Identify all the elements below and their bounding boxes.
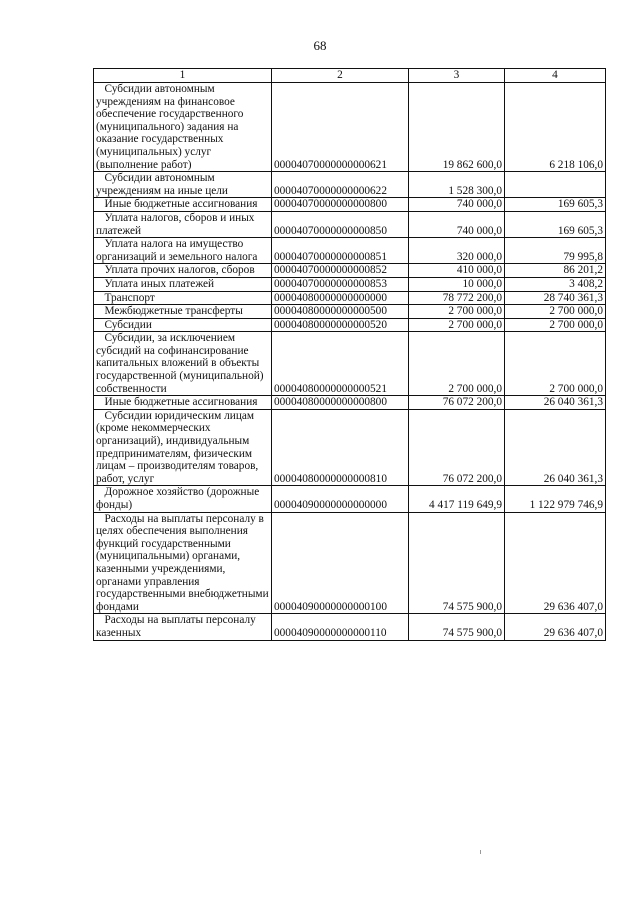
row-name: Транспорт [94, 291, 272, 305]
row-name: Субсидии автономным учреждениям на иные цели [94, 172, 272, 198]
header-row [94, 69, 606, 83]
row-actual-value: 29 636 407,0 [505, 512, 606, 614]
table-row [94, 291, 606, 305]
row-actual-value: 169 605,3 [505, 211, 606, 237]
row-actual-value: 169 605,3 [505, 198, 606, 212]
table-row [94, 264, 606, 278]
row-actual-value: 2 700 000,0 [505, 332, 606, 396]
table-row [94, 318, 606, 332]
row-code: 00004070000000000622 [272, 172, 409, 198]
row-code: 00004070000000000850 [272, 211, 409, 237]
table-row [94, 238, 606, 264]
row-actual-value: 1 122 979 746,9 [505, 486, 606, 512]
row-plan-value: 74 575 900,0 [409, 512, 505, 614]
page-number: 68 [313, 38, 327, 53]
row-actual-value [505, 172, 606, 198]
row-actual-value: 6 218 106,0 [505, 83, 606, 172]
table-row [94, 305, 606, 319]
row-actual-value: 28 740 361,3 [505, 291, 606, 305]
budget-table [93, 68, 606, 641]
row-name: Межбюджетные трансферты [94, 305, 272, 319]
row-actual-value: 2 700 000,0 [505, 305, 606, 319]
row-plan-value: 740 000,0 [409, 211, 505, 237]
row-code: 00004070000000000853 [272, 277, 409, 291]
row-plan-value: 10 000,0 [409, 277, 505, 291]
header-col-3: 3 [409, 69, 505, 83]
row-plan-value: 2 700 000,0 [409, 305, 505, 319]
row-name: Уплата налога на имущество организаций и земельного налога [94, 238, 272, 264]
table-row [94, 614, 606, 640]
header-col-2: 2 [272, 69, 409, 83]
row-name: Дорожное хозяйство (дорожные фонды) [94, 486, 272, 512]
table-row [94, 512, 606, 614]
row-plan-value: 78 772 200,0 [409, 291, 505, 305]
row-name: Уплата налогов, сборов и иных платежей [94, 211, 272, 237]
table-row [94, 198, 606, 212]
row-code: 00004080000000000520 [272, 318, 409, 332]
row-actual-value: 3 408,2 [505, 277, 606, 291]
row-plan-value: 410 000,0 [409, 264, 505, 278]
table-row [94, 211, 606, 237]
row-code: 00004090000000000000 [272, 486, 409, 512]
table-row [94, 172, 606, 198]
row-name: Субсидии [94, 318, 272, 332]
row-code: 00004080000000000000 [272, 291, 409, 305]
row-plan-value: 2 700 000,0 [409, 318, 505, 332]
row-name: Расходы на выплаты персоналу в целях обеспечения выполнения функций государственными (муниципальными) органами, казенными учреждениями, органами управления государственными внебюджетными фондами [94, 512, 272, 614]
row-plan-value: 74 575 900,0 [409, 614, 505, 640]
row-name: Расходы на выплаты персоналу казенных [94, 614, 272, 640]
table-row [94, 332, 606, 396]
row-plan-value: 1 528 300,0 [409, 172, 505, 198]
row-actual-value: 29 636 407,0 [505, 614, 606, 640]
table-row [94, 277, 606, 291]
row-code: 00004070000000000852 [272, 264, 409, 278]
row-code: 00004080000000000800 [272, 396, 409, 410]
header-col-1: 1 [94, 69, 272, 83]
row-code: 00004070000000000851 [272, 238, 409, 264]
row-actual-value: 26 040 361,3 [505, 409, 606, 486]
row-name: Субсидии автономным учреждениям на финансовое обеспечение государственного (муниципального) задания на оказание государственных (муниципальных) услуг (выполнение работ) [94, 83, 272, 172]
row-code: 00004090000000000100 [272, 512, 409, 614]
row-code: 00004090000000000110 [272, 614, 409, 640]
row-name: Субсидии юридическим лицам (кроме некоммерческих организаций), индивидуальным предпринимателям, физическим лицам – производителям товаров, работ, услуг [94, 409, 272, 486]
table-row [94, 409, 606, 486]
row-code: 00004080000000000500 [272, 305, 409, 319]
row-name: Субсидии, за исключением субсидий на софинансирование капитальных вложений в объекты государственной (муниципальной) собственности [94, 332, 272, 396]
table-row [94, 486, 606, 512]
row-name: Уплата иных платежей [94, 277, 272, 291]
table-row [94, 83, 606, 172]
row-name: Иные бюджетные ассигнования [94, 396, 272, 410]
table-row [94, 396, 606, 410]
row-plan-value: 740 000,0 [409, 198, 505, 212]
row-name: Иные бюджетные ассигнования [94, 198, 272, 212]
row-actual-value: 26 040 361,3 [505, 396, 606, 410]
row-plan-value: 320 000,0 [409, 238, 505, 264]
row-actual-value: 79 995,8 [505, 238, 606, 264]
row-code: 00004080000000000810 [272, 409, 409, 486]
row-plan-value: 76 072 200,0 [409, 396, 505, 410]
scan-mark [480, 850, 481, 854]
row-actual-value: 2 700 000,0 [505, 318, 606, 332]
row-name: Уплата прочих налогов, сборов [94, 264, 272, 278]
row-code: 00004070000000000800 [272, 198, 409, 212]
row-plan-value: 2 700 000,0 [409, 332, 505, 396]
header-col-4: 4 [505, 69, 606, 83]
row-code: 00004070000000000621 [272, 83, 409, 172]
row-plan-value: 4 417 119 649,9 [409, 486, 505, 512]
row-actual-value: 86 201,2 [505, 264, 606, 278]
row-plan-value: 76 072 200,0 [409, 409, 505, 486]
row-plan-value: 19 862 600,0 [409, 83, 505, 172]
row-code: 00004080000000000521 [272, 332, 409, 396]
